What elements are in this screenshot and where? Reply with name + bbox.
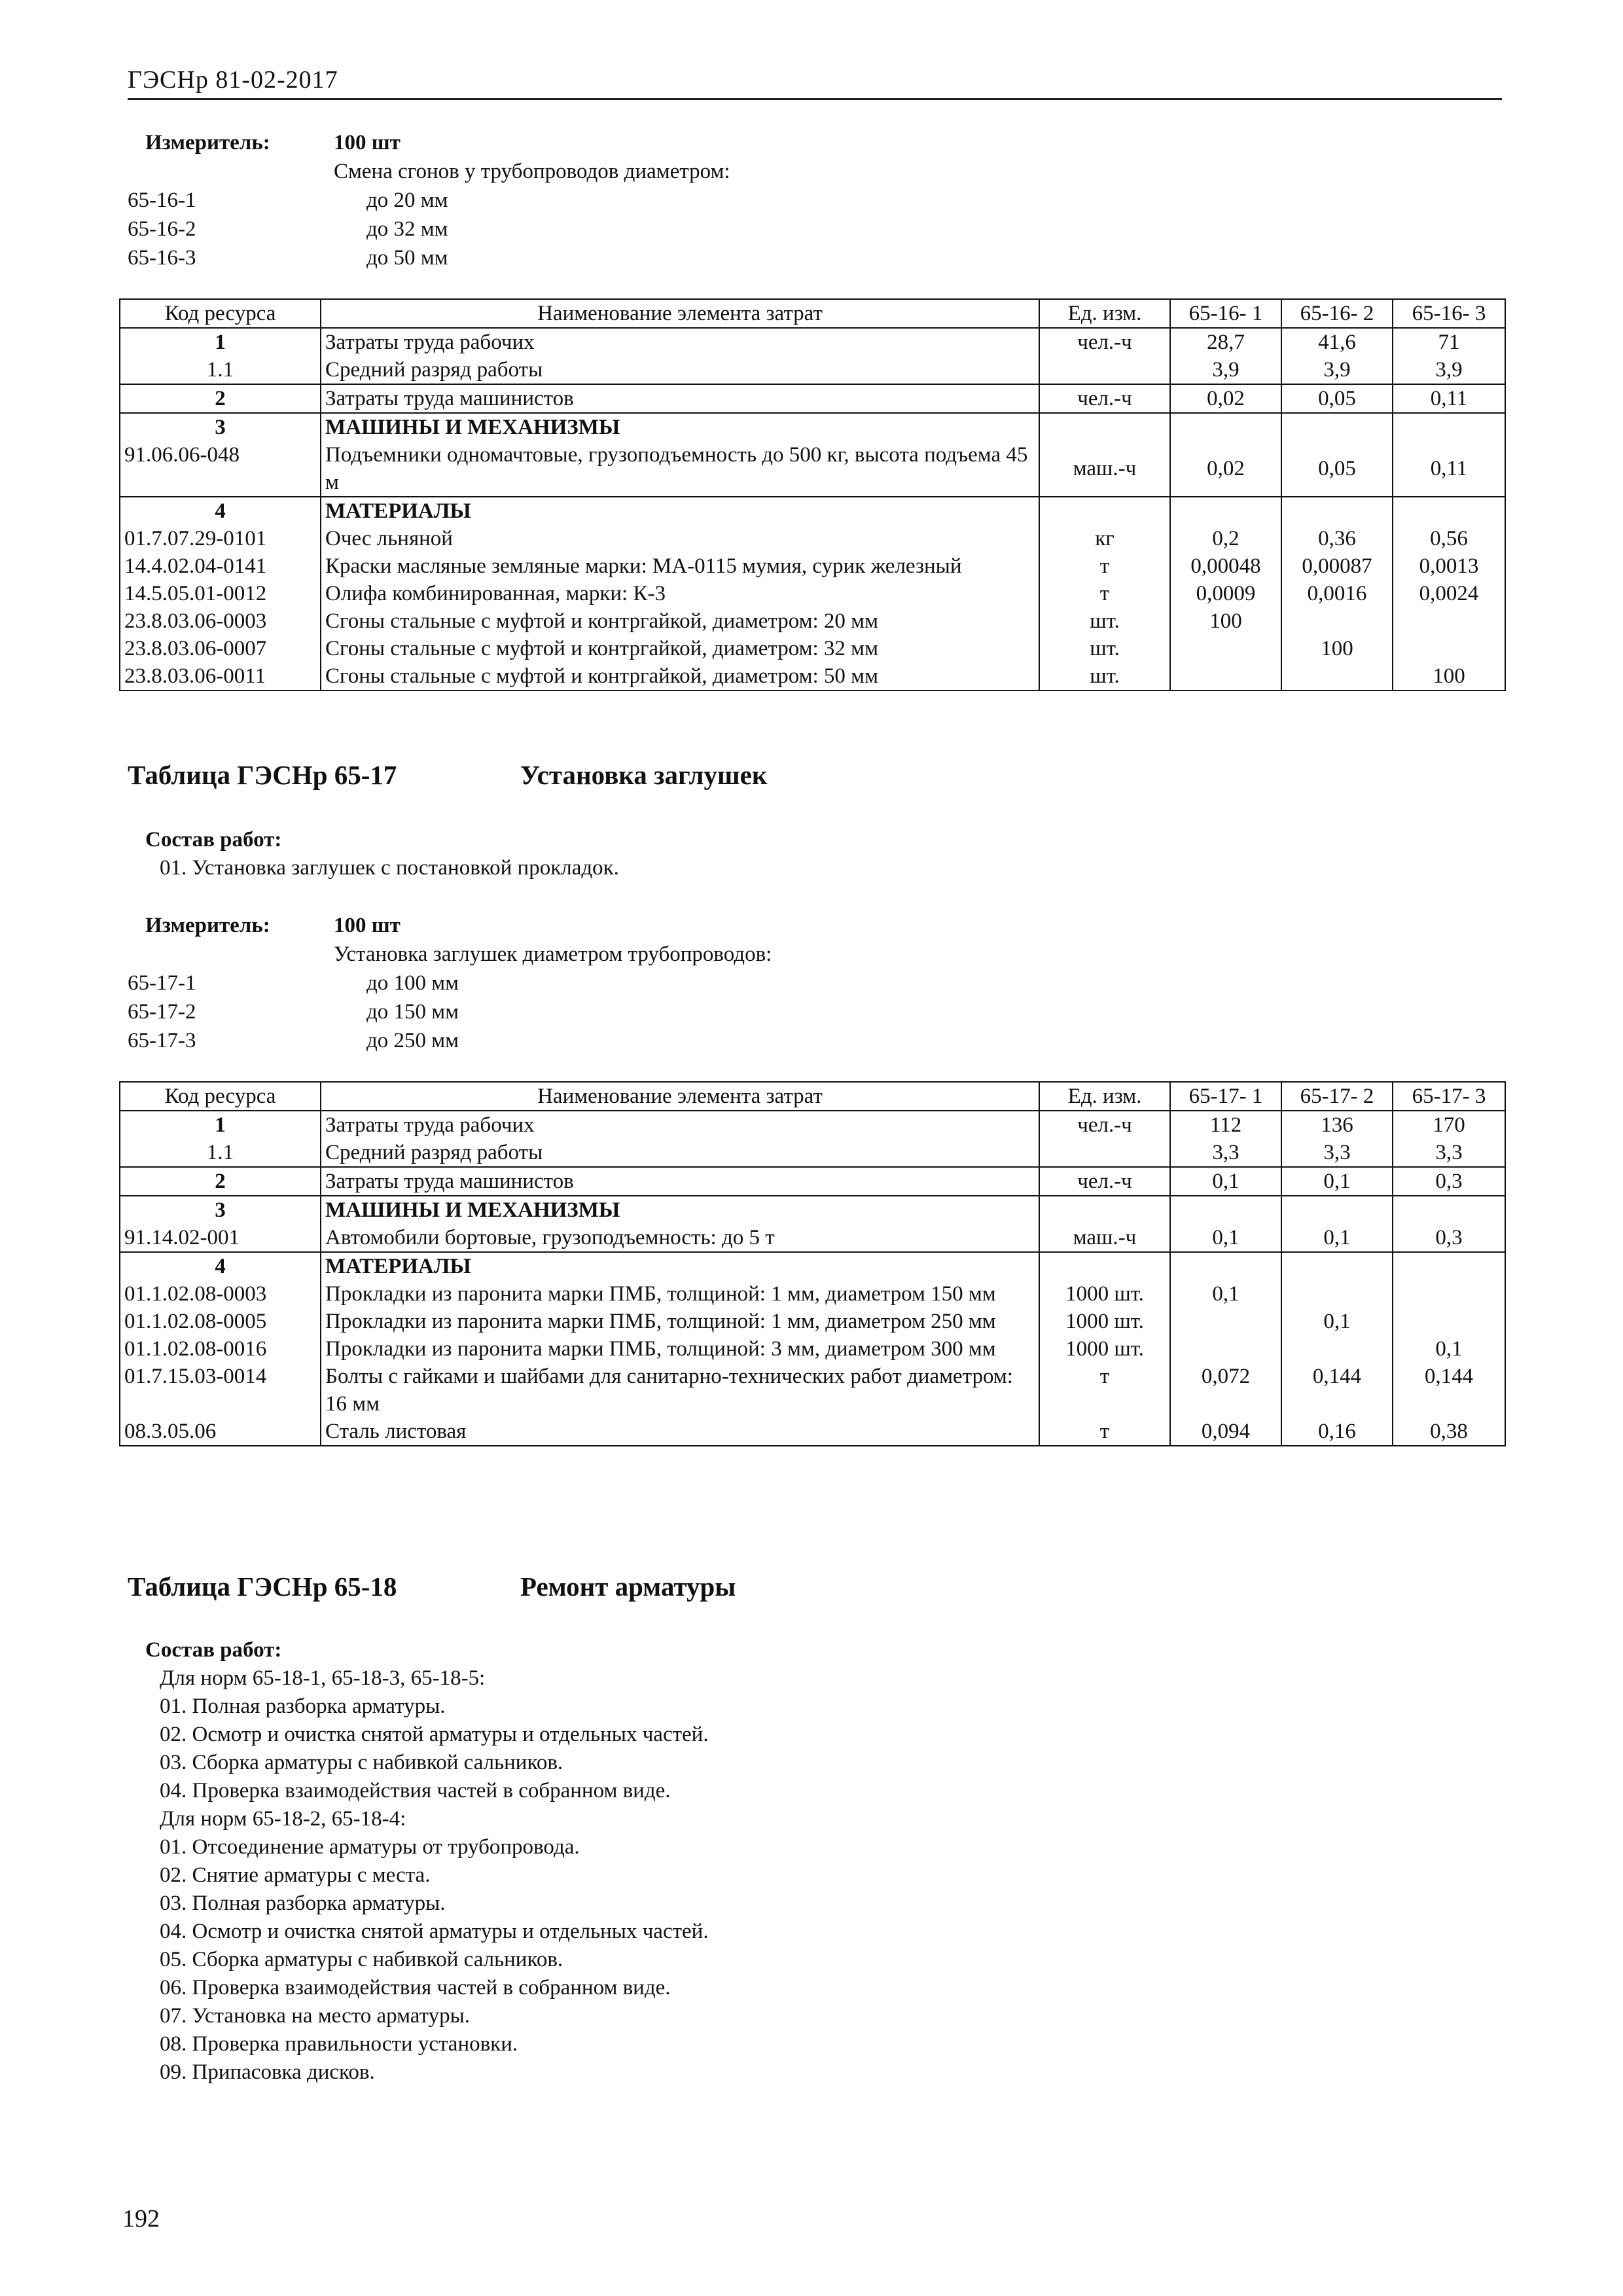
resource-code: 23.8.03.06-0011 [120,662,321,691]
value-cell: 0,38 [1393,1418,1505,1446]
resource-table-65-17 [119,1081,1506,1446]
column-header: 65-17- 1 [1170,1082,1281,1111]
measure-unit: 100 шт [334,131,401,154]
table-row [120,552,1505,580]
work-step: 04. Проверка взаимодействия частей в собранном виде. [160,1779,671,1803]
table-row [120,1418,1505,1446]
value-cell [1281,1252,1393,1280]
resource-code: 01.1.02.08-0016 [120,1335,321,1363]
table-row [120,1111,1505,1139]
resource-name: Сгоны стальные с муфтой и контргайкой, диаметром: 50 мм [321,662,1039,691]
resource-name: Болты с гайками и шайбами для санитарно-технических работ диаметром: 16 мм [321,1363,1039,1418]
value-cell: 112 [1170,1111,1281,1139]
column-header: Код ресурса [120,299,321,328]
resource-unit: т [1039,1418,1170,1446]
resource-code: 23.8.03.06-0003 [120,607,321,635]
resource-unit: 1000 шт. [1039,1280,1170,1308]
value-cell: 170 [1393,1111,1505,1139]
value-cell [1281,497,1393,525]
value-cell: 100 [1170,607,1281,635]
column-header: Наименование элемента затрат [321,1082,1039,1111]
norm-text: до 20 мм [366,188,448,212]
table-row [120,1363,1505,1418]
value-cell: 0,0009 [1170,580,1281,607]
resource-code: 2 [120,384,321,413]
column-header: 65-16- 2 [1281,299,1393,328]
resource-code: 91.06.06-048 [120,441,321,497]
measure-subtitle: Установка заглушек диаметром трубопроводов: [334,942,772,966]
norm-text: до 32 мм [366,217,448,241]
work-composition-heading: Состав работ: [145,828,282,852]
resource-code: 1.1 [120,356,321,384]
work-step: 04. Осмотр и очистка снятой арматуры и отдельных частей. [160,1920,709,1943]
resource-unit: чел.-ч [1039,384,1170,413]
value-cell: 3,3 [1281,1139,1393,1167]
value-cell: 0,16 [1281,1418,1393,1446]
resource-code: 01.7.07.29-0101 [120,525,321,552]
table-row [120,1280,1505,1308]
resource-unit [1039,1252,1170,1280]
resource-unit: т [1039,1363,1170,1418]
value-cell: 71 [1393,328,1505,356]
resource-name: Прокладки из паронита марки ПМБ, толщиной: 1 мм, диаметром 250 мм [321,1308,1039,1335]
value-cell [1281,662,1393,691]
measure-label: Измеритель: [145,914,270,937]
table-name: Ремонт арматуры [520,1571,736,1602]
value-cell: 0,36 [1281,525,1393,552]
work-step: 05. Сборка арматуры с набивкой сальников. [160,1948,563,1971]
value-cell [1281,1196,1393,1224]
work-step: 09. Припасовка дисков. [160,2060,375,2084]
value-cell: 0,2 [1170,525,1281,552]
value-cell: 0,144 [1281,1363,1393,1418]
resource-code: 1 [120,1111,321,1139]
column-header: Наименование элемента затрат [321,299,1039,328]
norm-code: 65-16-3 [128,246,196,270]
resource-unit: маш.-ч [1039,1224,1170,1252]
norm-code: 65-17-1 [128,971,196,995]
resource-unit: маш.-ч [1039,441,1170,497]
value-cell: 0,11 [1393,384,1505,413]
value-cell: 0,1 [1281,1308,1393,1335]
work-step: 03. Полная разборка арматуры. [160,1892,446,1915]
resource-code: 1.1 [120,1139,321,1167]
resource-name: Сгоны стальные с муфтой и контргайкой, диаметром: 32 мм [321,635,1039,662]
value-cell [1393,1252,1505,1280]
section-name: МАШИНЫ И МЕХАНИЗМЫ [321,1196,1039,1224]
value-cell: 0,3 [1393,1224,1505,1252]
table-row [120,441,1505,497]
table-row [120,356,1505,384]
work-composition-heading: Состав работ: [145,1638,282,1662]
resource-name: Прокладки из паронита марки ПМБ, толщиной: 1 мм, диаметром 150 мм [321,1280,1039,1308]
value-cell: 0,11 [1393,441,1505,497]
norm-code: 65-17-2 [128,1000,196,1024]
value-cell: 100 [1393,662,1505,691]
resource-name: Олифа комбинированная, марки: К-3 [321,580,1039,607]
resource-code: 4 [120,1252,321,1280]
table-row [120,413,1505,441]
value-cell: 0,1 [1170,1280,1281,1308]
resource-name: Подъемники одномачтовые, грузоподъемность до 500 кг, высота подъема 45 м [321,441,1039,497]
table-row [120,1308,1505,1335]
value-cell: 3,9 [1170,356,1281,384]
resource-code: 01.1.02.08-0003 [120,1280,321,1308]
table-header-row [120,299,1505,328]
resource-code: 14.5.05.01-0012 [120,580,321,607]
value-cell: 0,0016 [1281,580,1393,607]
norm-group-heading: Для норм 65-18-2, 65-18-4: [160,1807,406,1831]
value-cell [1170,635,1281,662]
value-cell: 28,7 [1170,328,1281,356]
value-cell [1393,1280,1505,1308]
resource-code: 01.7.15.03-0014 [120,1363,321,1418]
table-row [120,1139,1505,1167]
resource-code: 3 [120,1196,321,1224]
measure-block-65-17 [128,911,772,1055]
value-cell: 0,1 [1393,1335,1505,1363]
value-cell [1170,1335,1281,1363]
resource-unit [1039,413,1170,441]
table-row [120,1224,1505,1252]
resource-unit: т [1039,552,1170,580]
resource-code: 23.8.03.06-0007 [120,635,321,662]
table-row [120,1335,1505,1363]
value-cell: 136 [1281,1111,1393,1139]
table-row [120,384,1505,413]
norm-group-heading: Для норм 65-18-1, 65-18-3, 65-18-5: [160,1666,486,1690]
resource-code: 14.4.02.04-0141 [120,552,321,580]
resource-code: 01.1.02.08-0005 [120,1308,321,1335]
work-step: 01. Полная разборка арматуры. [160,1695,446,1718]
table-row [120,1252,1505,1280]
table-title-65-18 [128,1571,736,1602]
table-name: Установка заглушек [520,760,768,790]
resource-name: Сгоны стальные с муфтой и контргайкой, диаметром: 20 мм [321,607,1039,635]
resource-name: Сталь листовая [321,1418,1039,1446]
resource-unit: кг [1039,525,1170,552]
resource-unit: чел.-ч [1039,1167,1170,1196]
column-header: Ед. изм. [1039,1082,1170,1111]
work-step: 01. Отсоединение арматуры от трубопровода. [160,1835,580,1859]
table-row [120,497,1505,525]
resource-code: 3 [120,413,321,441]
value-cell: 0,00048 [1170,552,1281,580]
resource-unit [1039,497,1170,525]
norm-code: 65-16-1 [128,188,196,212]
resource-name: Затраты труда рабочих [321,328,1039,356]
value-cell: 0,02 [1170,441,1281,497]
value-cell: 0,1 [1281,1224,1393,1252]
work-step: 02. Снятие арматуры с места. [160,1863,431,1887]
value-cell [1170,413,1281,441]
resource-code: 2 [120,1167,321,1196]
value-cell: 0,1 [1170,1167,1281,1196]
value-cell [1170,497,1281,525]
document-header [128,65,1502,100]
table-code: Таблица ГЭСНр 65-18 [128,1571,397,1602]
resource-unit [1039,356,1170,384]
value-cell: 0,144 [1393,1363,1505,1418]
value-cell [1393,607,1505,635]
value-cell: 0,56 [1393,525,1505,552]
resource-code: 08.3.05.06 [120,1418,321,1446]
value-cell: 3,9 [1281,356,1393,384]
value-cell: 3,3 [1170,1139,1281,1167]
resource-name: Средний разряд работы [321,1139,1039,1167]
work-step: 07. Установка на место арматуры. [160,2004,470,2028]
column-header: 65-16- 3 [1393,299,1505,328]
resource-code: 91.14.02-001 [120,1224,321,1252]
table-title-65-17 [128,759,767,791]
measure-label: Измеритель: [145,131,270,154]
value-cell: 0,1 [1281,1167,1393,1196]
resource-unit: чел.-ч [1039,328,1170,356]
resource-unit: чел.-ч [1039,1111,1170,1139]
table-row [120,525,1505,552]
value-cell: 0,0013 [1393,552,1505,580]
value-cell: 0,02 [1170,384,1281,413]
resource-name: Средний разряд работы [321,356,1039,384]
norm-text: до 150 мм [366,1000,459,1024]
work-step: 03. Сборка арматуры с набивкой сальников. [160,1751,563,1774]
resource-name: Затраты труда машинистов [321,384,1039,413]
table-header-row [120,1082,1505,1111]
value-cell [1393,413,1505,441]
work-step: 01. Установка заглушек с постановкой прокладок. [160,856,619,880]
norm-text: до 250 мм [366,1029,459,1052]
resource-name: Прокладки из паронита марки ПМБ, толщиной: 3 мм, диаметром 300 мм [321,1335,1039,1363]
value-cell: 0,1 [1170,1224,1281,1252]
resource-code: 1 [120,328,321,356]
value-cell: 41,6 [1281,328,1393,356]
value-cell [1281,413,1393,441]
table-row [120,580,1505,607]
work-composition-65-18 [145,1636,709,2087]
value-cell: 3,3 [1393,1139,1505,1167]
value-cell [1281,1280,1393,1308]
resource-name: Очес льняной [321,525,1039,552]
resource-unit: шт. [1039,635,1170,662]
value-cell [1281,607,1393,635]
table-row [120,635,1505,662]
resource-unit: т [1039,580,1170,607]
column-header: Ед. изм. [1039,299,1170,328]
value-cell [1281,1335,1393,1363]
document-code: ГЭСНр 81-02-2017 [128,66,338,94]
norm-code: 65-17-3 [128,1029,196,1052]
page-number: 192 [122,2205,160,2233]
work-step: 06. Проверка взаимодействия частей в собранном виде. [160,1976,671,2000]
measure-unit: 100 шт [334,914,401,937]
table-row [120,328,1505,356]
resource-name: Краски масляные земляные марки: МА-0115 мумия, сурик железный [321,552,1039,580]
resource-unit [1039,1139,1170,1167]
column-header: 65-17- 3 [1393,1082,1505,1111]
value-cell [1393,635,1505,662]
value-cell [1170,1308,1281,1335]
resource-name: Затраты труда рабочих [321,1111,1039,1139]
column-header: 65-16- 1 [1170,299,1281,328]
resource-table-65-16 [119,298,1506,691]
value-cell: 3,9 [1393,356,1505,384]
value-cell [1393,1308,1505,1335]
table-row [120,662,1505,691]
value-cell [1170,1196,1281,1224]
resource-unit: шт. [1039,662,1170,691]
measure-block-65-16 [128,128,730,272]
resource-code: 4 [120,497,321,525]
value-cell [1170,662,1281,691]
value-cell: 0,3 [1393,1167,1505,1196]
work-step: 02. Осмотр и очистка снятой арматуры и отдельных частей. [160,1723,709,1746]
norm-text: до 100 мм [366,971,459,995]
column-header: 65-17- 2 [1281,1082,1393,1111]
column-header: Код ресурса [120,1082,321,1111]
work-composition-65-17 [145,826,619,882]
norm-text: до 50 мм [366,246,448,270]
resource-name: Затраты труда машинистов [321,1167,1039,1196]
value-cell: 0,00087 [1281,552,1393,580]
value-cell: 0,072 [1170,1363,1281,1418]
table-row [120,1196,1505,1224]
value-cell: 0,05 [1281,384,1393,413]
resource-unit: 1000 шт. [1039,1335,1170,1363]
section-name: МАТЕРИАЛЫ [321,1252,1039,1280]
value-cell [1393,1196,1505,1224]
table-code: Таблица ГЭСНр 65-17 [128,760,397,790]
section-name: МАТЕРИАЛЫ [321,497,1039,525]
value-cell: 0,0024 [1393,580,1505,607]
table-row [120,1167,1505,1196]
work-step: 08. Проверка правильности установки. [160,2032,518,2056]
resource-unit: шт. [1039,607,1170,635]
value-cell [1170,1252,1281,1280]
value-cell: 0,094 [1170,1418,1281,1446]
value-cell: 100 [1281,635,1393,662]
norm-code: 65-16-2 [128,217,196,241]
section-name: МАШИНЫ И МЕХАНИЗМЫ [321,413,1039,441]
resource-unit: 1000 шт. [1039,1308,1170,1335]
table-row [120,607,1505,635]
resource-name: Автомобили бортовые, грузоподъемность: до 5 т [321,1224,1039,1252]
value-cell [1393,497,1505,525]
resource-unit [1039,1196,1170,1224]
measure-subtitle: Смена сгонов у трубопроводов диаметром: [334,160,730,183]
value-cell: 0,05 [1281,441,1393,497]
